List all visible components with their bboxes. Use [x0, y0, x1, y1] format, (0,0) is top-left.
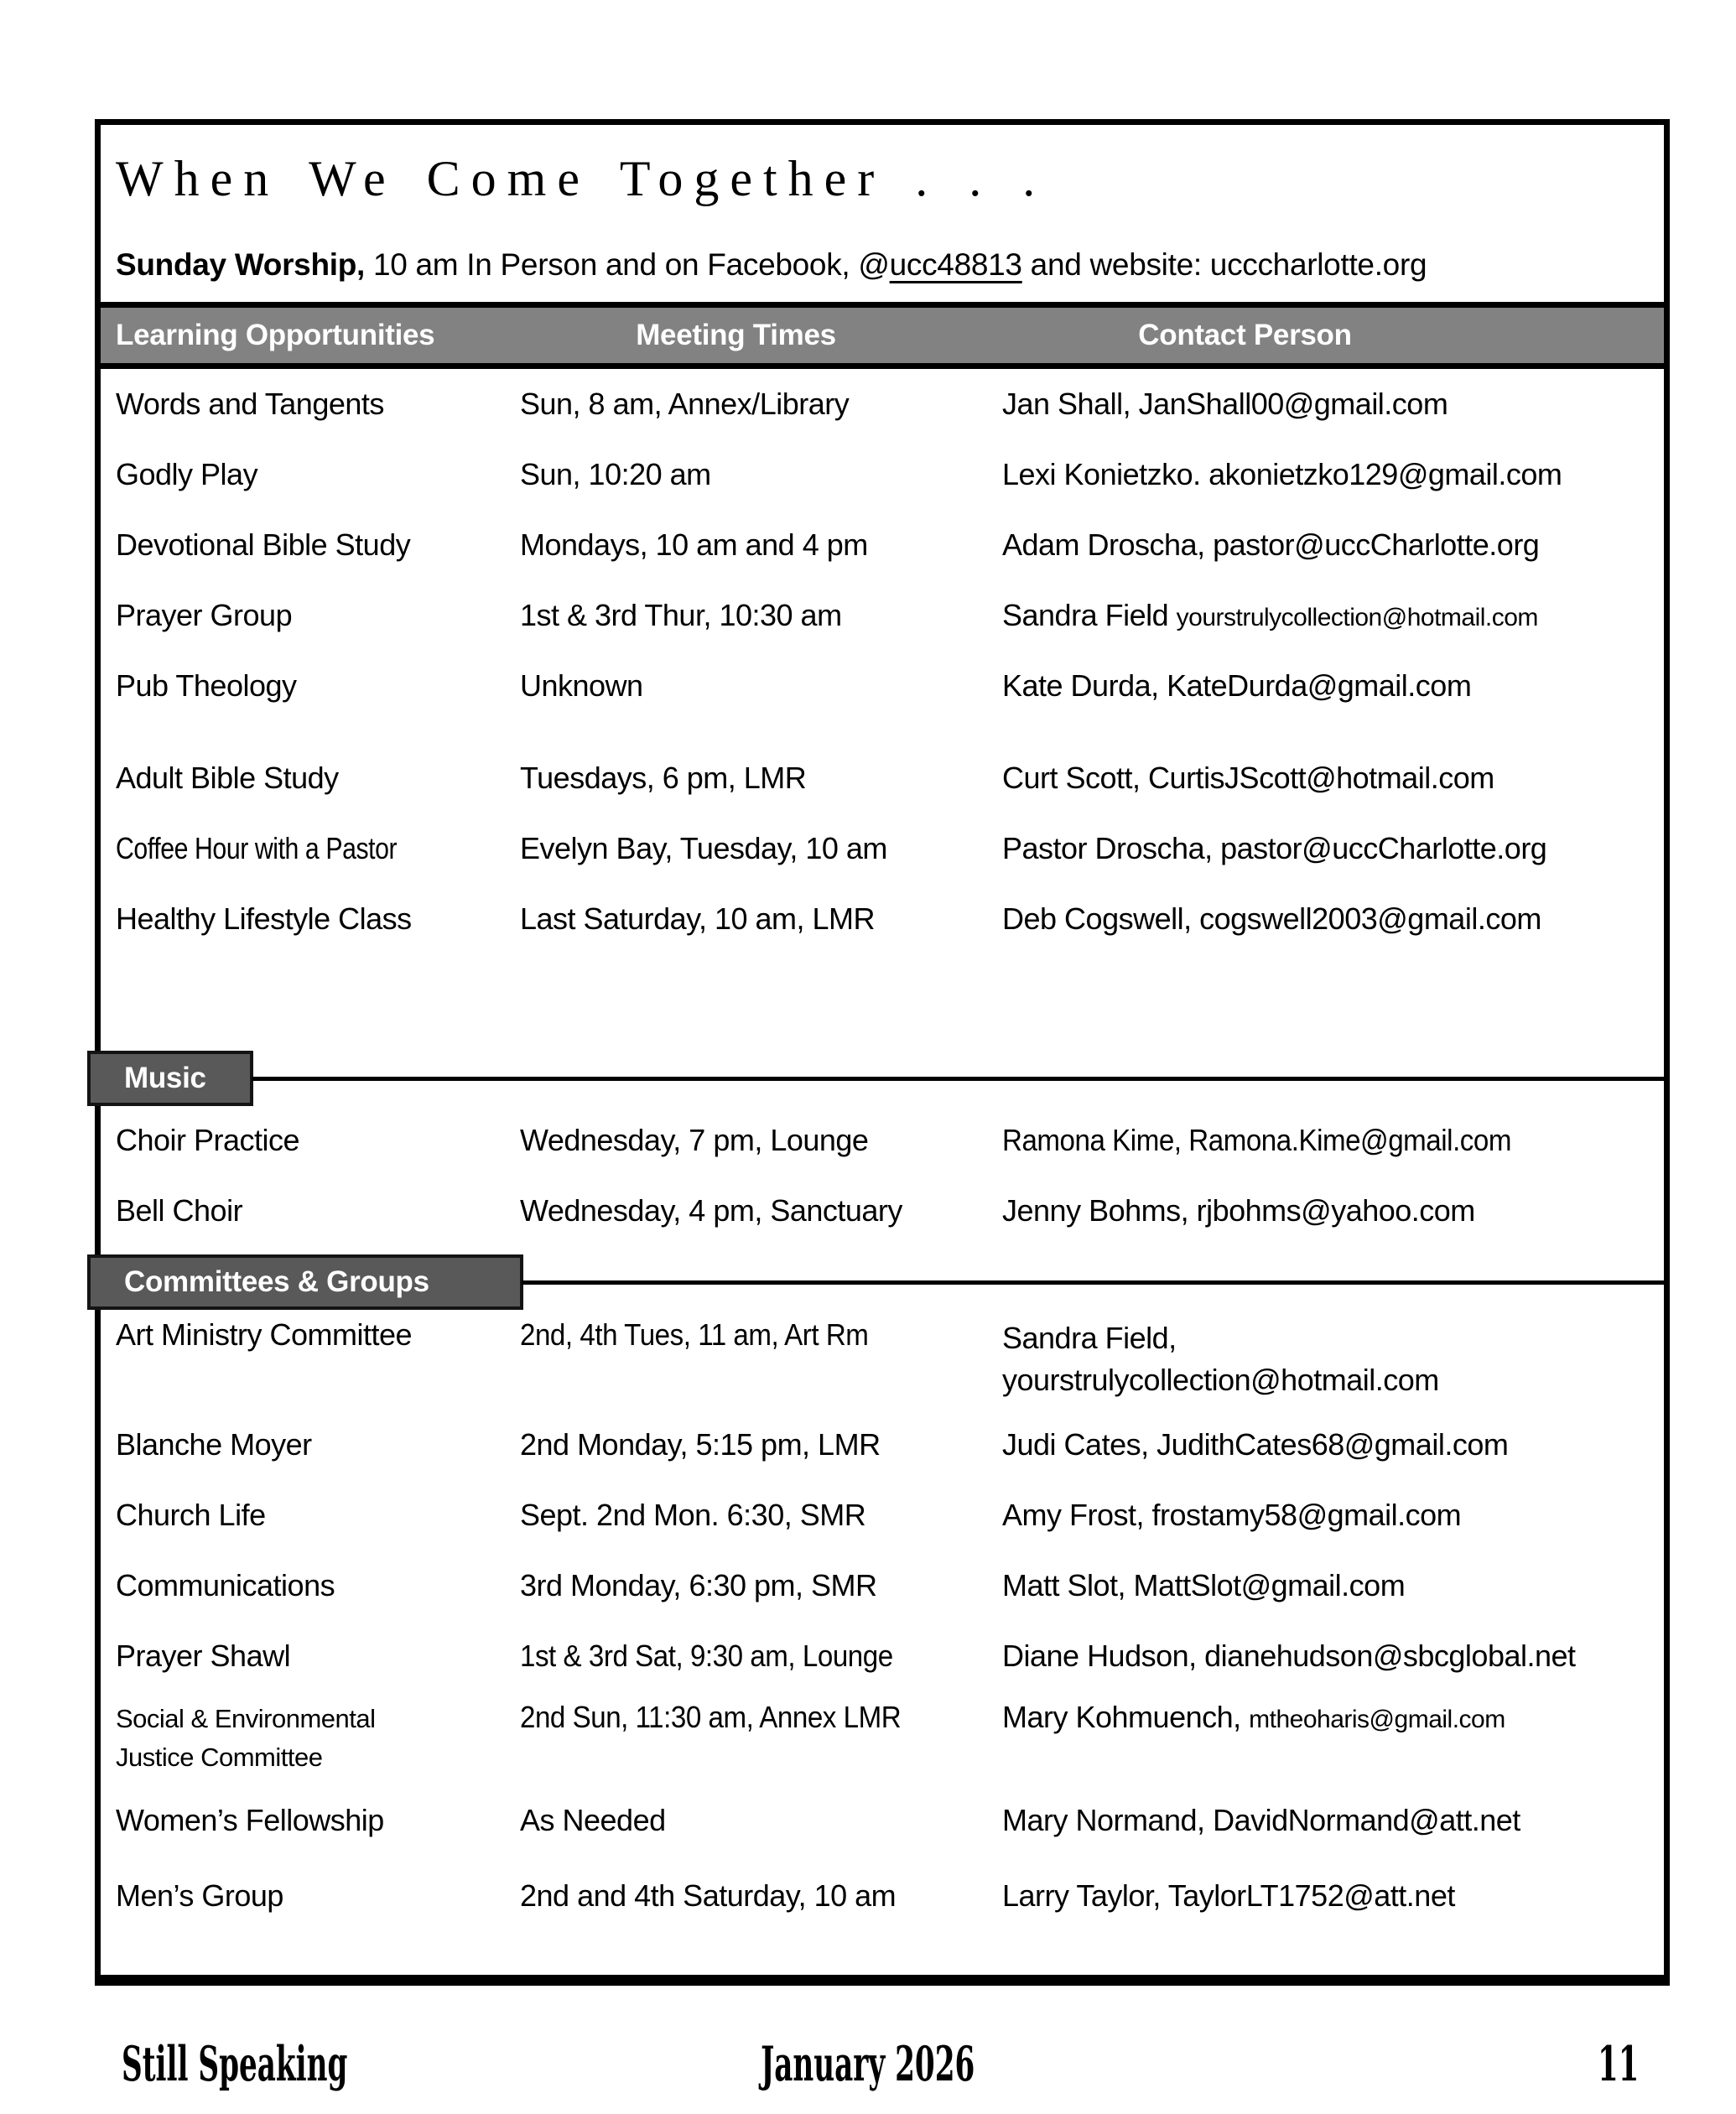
activity-cell [101, 831, 520, 866]
contact-cell: Lexi Konietzko. akonietzko129@gmail.com [1002, 457, 1562, 491]
contact-cell [1002, 598, 1664, 633]
contact-cell [1002, 1123, 1664, 1158]
table-row [101, 369, 1664, 439]
meeting-cell: Unknown [520, 668, 643, 703]
table-row [101, 1550, 1664, 1621]
meeting-cell: As Needed [520, 1803, 666, 1837]
header-meeting-times: Meeting Times [636, 319, 836, 351]
table-row [101, 651, 1664, 721]
contact-cell: Diane Hudson, dianehudson@sbcglobal.net [1002, 1639, 1576, 1673]
table-row [101, 1410, 1664, 1480]
activity-cell: Bell Choir [116, 1193, 243, 1228]
contact-cell: Mary Normand, DavidNormand@att.net [1002, 1803, 1520, 1837]
contact-name: Sandra Field, [1002, 1321, 1177, 1355]
meeting-cell: Sun, 8 am, Annex/Library [520, 387, 850, 421]
activity-cell: Communications [116, 1568, 335, 1602]
activity-cell: Blanche Moyer [116, 1427, 312, 1462]
activity-line1: Social & Environmental [116, 1704, 376, 1733]
meeting-cell: Sept. 2nd Mon. 6:30, SMR [520, 1498, 866, 1532]
meeting-cell: 3rd Monday, 6:30 pm, SMR [520, 1568, 877, 1602]
meeting-cell: Sun, 10:20 am [520, 457, 711, 491]
contact-cell: Adam Droscha, pastor@uccCharlotte.org [1002, 527, 1540, 562]
meeting-cell [520, 1700, 1002, 1735]
music-section [101, 1105, 1664, 1246]
table-row [101, 510, 1664, 580]
contact-name: Sandra Field [1002, 598, 1169, 632]
contact-cell: Pastor Droscha, pastor@uccCharlotte.org [1002, 831, 1547, 865]
table-row [101, 439, 1664, 510]
meeting-cell: Evelyn Bay, Tuesday, 10 am [520, 831, 887, 865]
contact-cell: Jan Shall, JanShall00@gmail.com [1002, 387, 1448, 421]
meeting-cell: 1st & 3rd Thur, 10:30 am [520, 598, 842, 632]
contact-email: yourstrulycollection@hotmail.com [1176, 604, 1538, 631]
header-contact-person: Contact Person [1138, 319, 1352, 351]
footer-newsletter-name: Still Speaking [122, 2036, 348, 2092]
table-row [101, 813, 1664, 884]
table-row [101, 1621, 1664, 1691]
activity-cell: Church Life [116, 1498, 266, 1532]
music-section-label: Music [87, 1051, 253, 1106]
activity-cell: Adult Bible Study [116, 761, 339, 795]
contact-name: Mary Kohmuench, [1002, 1700, 1241, 1734]
activity-cell: Choir Practice [116, 1123, 300, 1157]
row-gap [101, 721, 1664, 743]
meeting-cell: Mondays, 10 am and 4 pm [520, 527, 868, 562]
activity-label: Coffee Hour with a Pastor [116, 831, 398, 865]
table-row [101, 1691, 1664, 1785]
table-row [101, 1309, 1664, 1410]
contact-cell [1002, 1317, 1664, 1401]
meeting-cell: 2nd and 4th Saturday, 10 am [520, 1878, 897, 1913]
meeting-cell: Wednesday, 4 pm, Sanctuary [520, 1193, 902, 1228]
subtitle-text-after: and website: ucccharlotte.org [1021, 247, 1427, 282]
activity-cell: Prayer Shawl [116, 1639, 291, 1673]
meeting-label: 2nd, 4th Tues, 11 am, Art Rm [520, 1317, 869, 1352]
contact-cell [1002, 1700, 1664, 1735]
contact-cell: Amy Frost, frostamy58@gmail.com [1002, 1498, 1462, 1532]
table-row [101, 1480, 1664, 1550]
activity-cell [101, 1700, 520, 1777]
activity-line2: Justice Committee [116, 1743, 323, 1772]
committees-section-label: Committees & Groups [87, 1254, 523, 1310]
meeting-cell [520, 1639, 1002, 1674]
activity-cell: Art Ministry Committee [116, 1317, 413, 1352]
meeting-label: 1st & 3rd Sat, 9:30 am, Lounge [520, 1639, 893, 1673]
table-row [101, 743, 1664, 813]
table-row [101, 1856, 1664, 1936]
table-row [101, 580, 1664, 651]
activity-cell: Pub Theology [116, 668, 297, 703]
section-divider [252, 1077, 1664, 1081]
facebook-handle-link[interactable]: ucc48813 [889, 247, 1022, 282]
table-row [101, 1105, 1664, 1176]
content-frame [95, 119, 1670, 1986]
committees-section [101, 1309, 1664, 1936]
meeting-cell: Wednesday, 7 pm, Lounge [520, 1123, 869, 1157]
meeting-cell: 2nd Monday, 5:15 pm, LMR [520, 1427, 881, 1462]
table-row [101, 1785, 1664, 1856]
activity-cell: Prayer Group [116, 598, 293, 632]
contact-cell: Judi Cates, JudithCates68@gmail.com [1002, 1427, 1509, 1462]
footer-issue-date [0, 2036, 1736, 2092]
contact-email: yourstrulycollection@hotmail.com [1002, 1363, 1439, 1397]
meeting-cell [520, 1317, 1002, 1353]
page-title: When We Come Together . . . [116, 151, 1047, 206]
sunday-worship-line [116, 247, 1427, 283]
meeting-label: 2nd Sun, 11:30 am, Annex LMR [520, 1700, 902, 1734]
activity-cell: Men’s Group [116, 1878, 283, 1913]
table-row [101, 884, 1664, 954]
activity-cell: Women’s Fellowship [116, 1803, 384, 1837]
activity-cell: Godly Play [116, 457, 258, 491]
contact-label: Ramona Kime, Ramona.Kime@gmail.com [1002, 1123, 1511, 1157]
header-learning-opportunities: Learning Opportunities [116, 319, 435, 351]
activity-cell: Words and Tangents [116, 387, 384, 421]
contact-cell: Larry Taylor, TaylorLT1752@att.net [1002, 1878, 1455, 1913]
activity-cell: Healthy Lifestyle Class [116, 901, 412, 936]
contact-cell: Kate Durda, KateDurda@gmail.com [1002, 668, 1472, 703]
sunday-worship-label: Sunday Worship, [116, 247, 366, 282]
contact-cell: Jenny Bohms, rjbohms@yahoo.com [1002, 1193, 1475, 1228]
footer-issue-date-text: January 2026 [761, 2036, 975, 2092]
contact-cell: Deb Cogswell, cogswell2003@gmail.com [1002, 901, 1541, 936]
section-divider [522, 1280, 1664, 1285]
contact-cell: Curt Scott, CurtisJScott@hotmail.com [1002, 761, 1494, 795]
contact-cell: Matt Slot, MattSlot@gmail.com [1002, 1568, 1406, 1602]
footer-page-number: 11 [1597, 2036, 1639, 2092]
contact-email: mtheoharis@gmail.com [1249, 1706, 1505, 1733]
activity-cell: Devotional Bible Study [116, 527, 411, 562]
subtitle-text-before: 10 am In Person and on Facebook, @ [365, 247, 890, 282]
learning-opportunities-section [101, 369, 1664, 954]
table-header-row [101, 302, 1664, 369]
meeting-cell: Last Saturday, 10 am, LMR [520, 901, 876, 936]
table-row [101, 1176, 1664, 1246]
meeting-cell: Tuesdays, 6 pm, LMR [520, 761, 807, 795]
